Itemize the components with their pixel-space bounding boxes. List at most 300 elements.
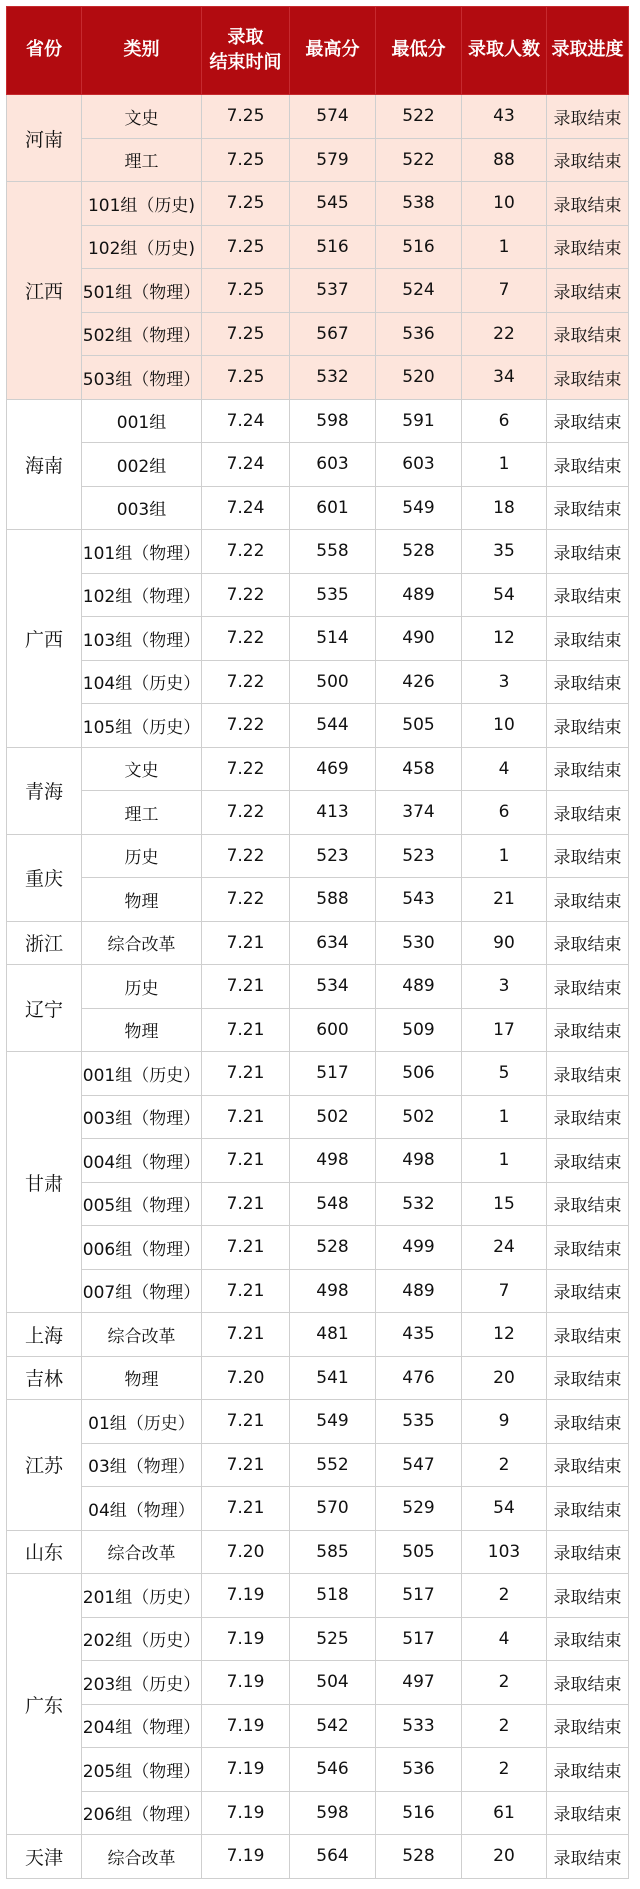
province-cell: 甘肃 [7, 1052, 82, 1313]
table-row [7, 443, 629, 487]
category-cell: 综合改革 [82, 1313, 202, 1357]
end-time-cell: 7.21 [202, 1400, 290, 1444]
admitted-count-cell: 4 [462, 1617, 547, 1661]
category-cell: 205组（物理） [82, 1748, 202, 1792]
category-cell: 007组（物理） [82, 1269, 202, 1313]
end-time-cell: 7.22 [202, 834, 290, 878]
progress-status-cell: 录取结束 [547, 573, 629, 617]
max-score-cell: 518 [290, 1574, 376, 1618]
max-score-cell: 500 [290, 660, 376, 704]
end-time-cell: 7.25 [202, 225, 290, 269]
min-score-cell: 509 [376, 1008, 462, 1052]
max-score-cell: 498 [290, 1139, 376, 1183]
max-score-cell: 552 [290, 1443, 376, 1487]
min-score-cell: 435 [376, 1313, 462, 1357]
category-cell: 005组（物理） [82, 1182, 202, 1226]
category-cell: 501组（物理） [82, 269, 202, 313]
max-score-cell: 601 [290, 486, 376, 530]
table-row [7, 660, 629, 704]
admitted-count-cell: 10 [462, 704, 547, 748]
progress-status-cell: 录取结束 [547, 312, 629, 356]
category-cell: 综合改革 [82, 1530, 202, 1574]
table-body [7, 95, 629, 1879]
end-time-cell: 7.22 [202, 791, 290, 835]
table-row [7, 1139, 629, 1183]
province-cell: 江苏 [7, 1400, 82, 1531]
category-cell: 101组（物理） [82, 530, 202, 574]
max-score-cell: 574 [290, 95, 376, 139]
admitted-count-cell: 2 [462, 1748, 547, 1792]
max-score-cell: 603 [290, 443, 376, 487]
admitted-count-cell: 12 [462, 1313, 547, 1357]
table-row [7, 1052, 629, 1096]
province-cell: 广东 [7, 1574, 82, 1835]
end-time-cell: 7.21 [202, 1008, 290, 1052]
province-cell: 浙江 [7, 921, 82, 965]
min-score-cell: 489 [376, 1269, 462, 1313]
admitted-count-cell: 6 [462, 791, 547, 835]
end-time-cell: 7.20 [202, 1530, 290, 1574]
category-cell: 004组（物理） [82, 1139, 202, 1183]
max-score-cell: 598 [290, 1791, 376, 1835]
end-time-cell: 7.21 [202, 1095, 290, 1139]
category-cell: 201组（历史） [82, 1574, 202, 1618]
table-row [7, 747, 629, 791]
progress-status-cell: 录取结束 [547, 1835, 629, 1879]
min-score-cell: 458 [376, 747, 462, 791]
max-score-cell: 558 [290, 530, 376, 574]
progress-status-cell: 录取结束 [547, 704, 629, 748]
progress-status-cell: 录取结束 [547, 747, 629, 791]
category-cell: 002组 [82, 443, 202, 487]
end-time-cell: 7.19 [202, 1791, 290, 1835]
end-time-cell: 7.21 [202, 1052, 290, 1096]
min-score-cell: 520 [376, 356, 462, 400]
progress-status-cell: 录取结束 [547, 182, 629, 226]
progress-status-cell: 录取结束 [547, 486, 629, 530]
category-cell: 物理 [82, 1356, 202, 1400]
table-row [7, 530, 629, 574]
progress-status-cell: 录取结束 [547, 1313, 629, 1357]
progress-status-cell: 录取结束 [547, 356, 629, 400]
admitted-count-cell: 7 [462, 269, 547, 313]
table-row [7, 791, 629, 835]
max-score-cell: 600 [290, 1008, 376, 1052]
min-score-cell: 528 [376, 1835, 462, 1879]
admitted-count-cell: 1 [462, 443, 547, 487]
table-row [7, 1008, 629, 1052]
progress-status-cell: 录取结束 [547, 1356, 629, 1400]
max-score-cell: 545 [290, 182, 376, 226]
max-score-cell: 523 [290, 834, 376, 878]
admitted-count-cell: 88 [462, 138, 547, 182]
progress-status-cell: 录取结束 [547, 1182, 629, 1226]
end-time-cell: 7.21 [202, 1182, 290, 1226]
end-time-cell: 7.22 [202, 747, 290, 791]
table-row [7, 312, 629, 356]
progress-status-cell: 录取结束 [547, 1400, 629, 1444]
admitted-count-cell: 7 [462, 1269, 547, 1313]
min-score-cell: 517 [376, 1617, 462, 1661]
province-cell: 海南 [7, 399, 82, 530]
category-cell: 103组（物理） [82, 617, 202, 661]
min-score-cell: 528 [376, 530, 462, 574]
min-score-cell: 497 [376, 1661, 462, 1705]
min-score-cell: 502 [376, 1095, 462, 1139]
admitted-count-cell: 1 [462, 1139, 547, 1183]
min-score-cell: 476 [376, 1356, 462, 1400]
category-cell: 历史 [82, 965, 202, 1009]
table-row [7, 1704, 629, 1748]
category-cell: 104组（历史） [82, 660, 202, 704]
table-row [7, 1530, 629, 1574]
category-cell: 01组（历史） [82, 1400, 202, 1444]
max-score-cell: 548 [290, 1182, 376, 1226]
admitted-count-cell: 1 [462, 225, 547, 269]
end-time-cell: 7.24 [202, 443, 290, 487]
admitted-count-cell: 9 [462, 1400, 547, 1444]
min-score-cell: 505 [376, 1530, 462, 1574]
category-cell: 综合改革 [82, 921, 202, 965]
min-score-cell: 603 [376, 443, 462, 487]
max-score-cell: 498 [290, 1269, 376, 1313]
progress-status-cell: 录取结束 [547, 1443, 629, 1487]
end-time-cell: 7.22 [202, 704, 290, 748]
admitted-count-cell: 35 [462, 530, 547, 574]
category-cell: 102组（历史) [82, 225, 202, 269]
admitted-count-cell: 54 [462, 573, 547, 617]
category-cell: 202组（历史） [82, 1617, 202, 1661]
category-cell: 102组（物理） [82, 573, 202, 617]
header-progress: 录取进度 [547, 7, 629, 95]
progress-status-cell: 录取结束 [547, 1008, 629, 1052]
max-score-cell: 541 [290, 1356, 376, 1400]
admitted-count-cell: 10 [462, 182, 547, 226]
table-row [7, 1226, 629, 1270]
table-row [7, 834, 629, 878]
admitted-count-cell: 5 [462, 1052, 547, 1096]
category-cell: 503组（物理） [82, 356, 202, 400]
admitted-count-cell: 6 [462, 399, 547, 443]
max-score-cell: 537 [290, 269, 376, 313]
admitted-count-cell: 2 [462, 1443, 547, 1487]
admitted-count-cell: 2 [462, 1574, 547, 1618]
category-cell: 历史 [82, 834, 202, 878]
province-cell: 天津 [7, 1835, 82, 1879]
table-row [7, 356, 629, 400]
table-row [7, 1617, 629, 1661]
max-score-cell: 542 [290, 1704, 376, 1748]
table-row [7, 1269, 629, 1313]
min-score-cell: 530 [376, 921, 462, 965]
end-time-cell: 7.21 [202, 1226, 290, 1270]
admitted-count-cell: 17 [462, 1008, 547, 1052]
table-row [7, 486, 629, 530]
min-score-cell: 374 [376, 791, 462, 835]
admitted-count-cell: 2 [462, 1661, 547, 1705]
progress-status-cell: 录取结束 [547, 1574, 629, 1618]
province-cell: 青海 [7, 747, 82, 834]
progress-status-cell: 录取结束 [547, 530, 629, 574]
progress-status-cell: 录取结束 [547, 1661, 629, 1705]
end-time-cell: 7.20 [202, 1356, 290, 1400]
end-time-cell: 7.24 [202, 399, 290, 443]
province-cell: 辽宁 [7, 965, 82, 1052]
min-score-cell: 506 [376, 1052, 462, 1096]
progress-status-cell: 录取结束 [547, 95, 629, 139]
max-score-cell: 481 [290, 1313, 376, 1357]
category-cell: 003组（物理） [82, 1095, 202, 1139]
category-cell: 综合改革 [82, 1835, 202, 1879]
max-score-cell: 413 [290, 791, 376, 835]
max-score-cell: 534 [290, 965, 376, 1009]
header-admitted-count: 录取人数 [462, 7, 547, 95]
table-row [7, 1791, 629, 1835]
progress-status-cell: 录取结束 [547, 965, 629, 1009]
progress-status-cell: 录取结束 [547, 1226, 629, 1270]
admission-results-table [6, 6, 629, 1879]
admitted-count-cell: 3 [462, 965, 547, 1009]
admitted-count-cell: 20 [462, 1356, 547, 1400]
category-cell: 101组（历史) [82, 182, 202, 226]
max-score-cell: 579 [290, 138, 376, 182]
end-time-cell: 7.19 [202, 1617, 290, 1661]
table-row [7, 225, 629, 269]
end-time-cell: 7.19 [202, 1704, 290, 1748]
table-row [7, 1095, 629, 1139]
end-time-cell: 7.22 [202, 530, 290, 574]
max-score-cell: 588 [290, 878, 376, 922]
table-row [7, 1748, 629, 1792]
max-score-cell: 535 [290, 573, 376, 617]
progress-status-cell: 录取结束 [547, 1487, 629, 1531]
progress-status-cell: 录取结束 [547, 399, 629, 443]
end-time-cell: 7.19 [202, 1661, 290, 1705]
header-category: 类别 [82, 7, 202, 95]
province-cell: 江西 [7, 182, 82, 400]
min-score-cell: 498 [376, 1139, 462, 1183]
progress-status-cell: 录取结束 [547, 878, 629, 922]
category-cell: 03组（物理） [82, 1443, 202, 1487]
header-province: 省份 [7, 7, 82, 95]
min-score-cell: 489 [376, 573, 462, 617]
table-row [7, 1574, 629, 1618]
category-cell: 001组 [82, 399, 202, 443]
min-score-cell: 529 [376, 1487, 462, 1531]
min-score-cell: 489 [376, 965, 462, 1009]
category-cell: 001组（历史） [82, 1052, 202, 1096]
progress-status-cell: 录取结束 [547, 1791, 629, 1835]
min-score-cell: 536 [376, 312, 462, 356]
category-cell: 204组（物理） [82, 1704, 202, 1748]
max-score-cell: 532 [290, 356, 376, 400]
progress-status-cell: 录取结束 [547, 1095, 629, 1139]
category-cell: 物理 [82, 878, 202, 922]
progress-status-cell: 录取结束 [547, 1530, 629, 1574]
max-score-cell: 525 [290, 1617, 376, 1661]
admitted-count-cell: 18 [462, 486, 547, 530]
max-score-cell: 504 [290, 1661, 376, 1705]
table-row [7, 138, 629, 182]
max-score-cell: 598 [290, 399, 376, 443]
header-max-score: 最高分 [290, 7, 376, 95]
admitted-count-cell: 54 [462, 1487, 547, 1531]
province-cell: 山东 [7, 1530, 82, 1574]
table-row [7, 965, 629, 1009]
end-time-cell: 7.25 [202, 138, 290, 182]
category-cell: 206组（物理） [82, 1791, 202, 1835]
end-time-cell: 7.19 [202, 1748, 290, 1792]
end-time-cell: 7.19 [202, 1835, 290, 1879]
end-time-cell: 7.21 [202, 1269, 290, 1313]
min-score-cell: 524 [376, 269, 462, 313]
min-score-cell: 517 [376, 1574, 462, 1618]
table-row [7, 1313, 629, 1357]
province-cell: 河南 [7, 95, 82, 182]
end-time-cell: 7.22 [202, 878, 290, 922]
table-row [7, 1487, 629, 1531]
end-time-cell: 7.25 [202, 182, 290, 226]
min-score-cell: 532 [376, 1182, 462, 1226]
min-score-cell: 499 [376, 1226, 462, 1270]
category-cell: 502组（物理） [82, 312, 202, 356]
header-row [7, 7, 629, 95]
end-time-cell: 7.21 [202, 1487, 290, 1531]
end-time-cell: 7.25 [202, 312, 290, 356]
admitted-count-cell: 2 [462, 1704, 547, 1748]
table-row [7, 1835, 629, 1879]
max-score-cell: 469 [290, 747, 376, 791]
max-score-cell: 528 [290, 1226, 376, 1270]
end-time-cell: 7.24 [202, 486, 290, 530]
min-score-cell: 505 [376, 704, 462, 748]
table-row [7, 95, 629, 139]
admitted-count-cell: 21 [462, 878, 547, 922]
min-score-cell: 490 [376, 617, 462, 661]
max-score-cell: 570 [290, 1487, 376, 1531]
max-score-cell: 564 [290, 1835, 376, 1879]
progress-status-cell: 录取结束 [547, 921, 629, 965]
progress-status-cell: 录取结束 [547, 1748, 629, 1792]
max-score-cell: 585 [290, 1530, 376, 1574]
min-score-cell: 522 [376, 95, 462, 139]
progress-status-cell: 录取结束 [547, 269, 629, 313]
progress-status-cell: 录取结束 [547, 225, 629, 269]
progress-status-cell: 录取结束 [547, 834, 629, 878]
max-score-cell: 634 [290, 921, 376, 965]
table-row [7, 399, 629, 443]
province-cell: 广西 [7, 530, 82, 748]
end-time-cell: 7.22 [202, 573, 290, 617]
max-score-cell: 517 [290, 1052, 376, 1096]
admitted-count-cell: 3 [462, 660, 547, 704]
admitted-count-cell: 12 [462, 617, 547, 661]
table-row [7, 573, 629, 617]
category-cell: 105组（历史） [82, 704, 202, 748]
progress-status-cell: 录取结束 [547, 1139, 629, 1183]
end-time-cell: 7.21 [202, 965, 290, 1009]
header-min-score: 最低分 [376, 7, 462, 95]
admitted-count-cell: 43 [462, 95, 547, 139]
category-cell: 04组（物理） [82, 1487, 202, 1531]
admitted-count-cell: 20 [462, 1835, 547, 1879]
end-time-cell: 7.19 [202, 1574, 290, 1618]
progress-status-cell: 录取结束 [547, 138, 629, 182]
table-row [7, 1661, 629, 1705]
table-row [7, 182, 629, 226]
admitted-count-cell: 1 [462, 1095, 547, 1139]
admitted-count-cell: 15 [462, 1182, 547, 1226]
end-time-cell: 7.21 [202, 1443, 290, 1487]
max-score-cell: 546 [290, 1748, 376, 1792]
category-cell: 003组 [82, 486, 202, 530]
min-score-cell: 516 [376, 1791, 462, 1835]
table-row [7, 617, 629, 661]
min-score-cell: 533 [376, 1704, 462, 1748]
table-row [7, 921, 629, 965]
header-end-time: 录取 结束时间 [202, 7, 290, 95]
progress-status-cell: 录取结束 [547, 617, 629, 661]
table-row [7, 704, 629, 748]
min-score-cell: 549 [376, 486, 462, 530]
min-score-cell: 543 [376, 878, 462, 922]
admitted-count-cell: 34 [462, 356, 547, 400]
max-score-cell: 567 [290, 312, 376, 356]
table-row [7, 878, 629, 922]
province-cell: 吉林 [7, 1356, 82, 1400]
table-row [7, 1182, 629, 1226]
max-score-cell: 544 [290, 704, 376, 748]
progress-status-cell: 录取结束 [547, 791, 629, 835]
min-score-cell: 522 [376, 138, 462, 182]
admitted-count-cell: 4 [462, 747, 547, 791]
category-cell: 006组（物理） [82, 1226, 202, 1270]
table-header [7, 7, 629, 95]
progress-status-cell: 录取结束 [547, 1269, 629, 1313]
max-score-cell: 516 [290, 225, 376, 269]
table-row [7, 1356, 629, 1400]
end-time-cell: 7.22 [202, 617, 290, 661]
province-cell: 上海 [7, 1313, 82, 1357]
admitted-count-cell: 90 [462, 921, 547, 965]
min-score-cell: 591 [376, 399, 462, 443]
min-score-cell: 523 [376, 834, 462, 878]
progress-status-cell: 录取结束 [547, 1704, 629, 1748]
end-time-cell: 7.25 [202, 269, 290, 313]
progress-status-cell: 录取结束 [547, 443, 629, 487]
progress-status-cell: 录取结束 [547, 1052, 629, 1096]
end-time-cell: 7.21 [202, 1313, 290, 1357]
end-time-cell: 7.22 [202, 660, 290, 704]
progress-status-cell: 录取结束 [547, 1617, 629, 1661]
end-time-cell: 7.25 [202, 95, 290, 139]
min-score-cell: 536 [376, 1748, 462, 1792]
table-row [7, 269, 629, 313]
category-cell: 文史 [82, 95, 202, 139]
max-score-cell: 514 [290, 617, 376, 661]
table-row [7, 1400, 629, 1444]
min-score-cell: 535 [376, 1400, 462, 1444]
min-score-cell: 516 [376, 225, 462, 269]
category-cell: 203组（历史） [82, 1661, 202, 1705]
province-cell: 重庆 [7, 834, 82, 921]
end-time-cell: 7.25 [202, 356, 290, 400]
end-time-cell: 7.21 [202, 921, 290, 965]
admitted-count-cell: 1 [462, 834, 547, 878]
min-score-cell: 547 [376, 1443, 462, 1487]
min-score-cell: 426 [376, 660, 462, 704]
admitted-count-cell: 103 [462, 1530, 547, 1574]
